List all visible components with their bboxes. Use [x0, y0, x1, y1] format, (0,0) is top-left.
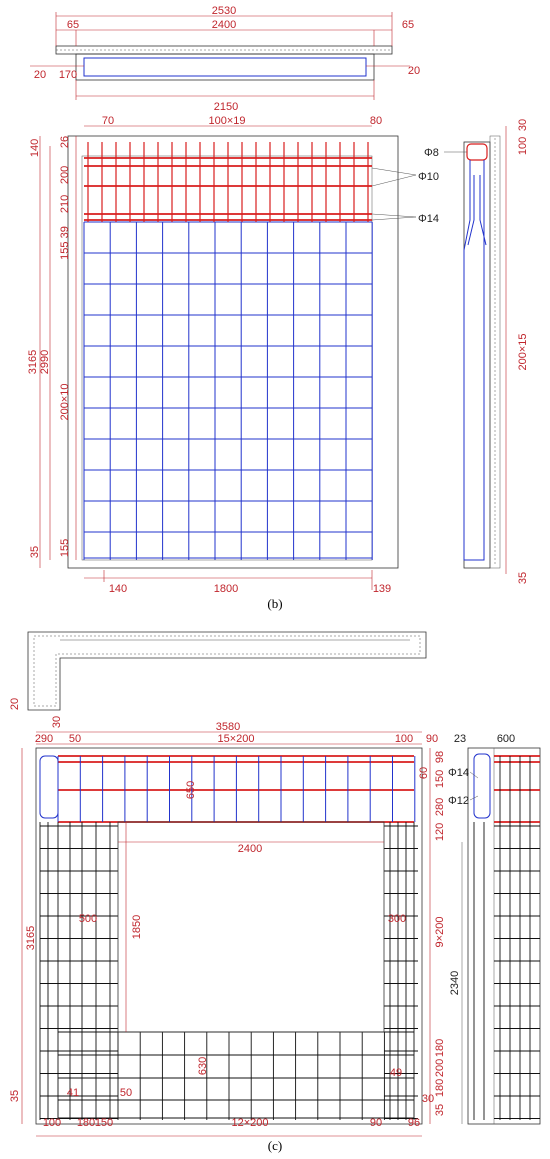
- dim-9x200: 9×200: [434, 916, 446, 948]
- dim-98: 98: [434, 750, 446, 764]
- dim-290: 290: [34, 733, 54, 745]
- dim-30-r: 30: [421, 1093, 435, 1105]
- dim-90-top: 90: [425, 733, 439, 745]
- side-stirrup-inner: [468, 175, 486, 245]
- dim-139: 139: [372, 583, 392, 595]
- dim-1800: 1800: [213, 583, 239, 595]
- front-view-c: [9, 721, 446, 1136]
- dim-grid-side: 200×15: [517, 333, 529, 371]
- front-view-b: [27, 115, 439, 595]
- dim-150: 150: [434, 769, 446, 789]
- dim-650: 650: [185, 780, 197, 800]
- label-phi10: Φ10: [418, 171, 440, 183]
- dim-35-r: 35: [434, 1103, 446, 1117]
- plan-l-hatch: [34, 636, 420, 706]
- dim-90-b: 90: [369, 1117, 383, 1129]
- dim-mid: 2400: [211, 19, 237, 31]
- leader-line: [372, 214, 416, 217]
- dim-80: 80: [369, 115, 383, 127]
- dim-spacing: 100×19: [208, 115, 246, 127]
- dim-100-top: 100: [394, 733, 414, 745]
- dim-600: 600: [496, 733, 516, 745]
- dim-96-b: 96: [407, 1117, 421, 1129]
- dim-35-side: 35: [517, 571, 529, 585]
- panel-b: [27, 5, 529, 611]
- dim-155: 155: [59, 538, 71, 558]
- dim-140-left: 140: [29, 138, 41, 158]
- dim-15x200: 15×200: [217, 733, 255, 745]
- dim-30-c: 30: [51, 715, 63, 729]
- dim-20-c: 20: [9, 697, 21, 711]
- side-outline-c: [468, 748, 540, 1124]
- caption-c: (c): [267, 1138, 283, 1153]
- dim-2400: 2400: [237, 843, 263, 855]
- caption-b: (b): [267, 596, 283, 611]
- dim-180-b: 180: [76, 1117, 96, 1129]
- dim-3165-c: 3165: [25, 925, 37, 951]
- dim-200-r: 200: [434, 1058, 446, 1078]
- leader-line: [372, 168, 416, 175]
- label-phi14-c: Φ14: [448, 767, 470, 779]
- dim-2990: 2990: [39, 349, 51, 375]
- dim-140: 140: [108, 583, 128, 595]
- dim-2340: 2340: [449, 970, 461, 996]
- plan-rebar: [84, 58, 366, 76]
- dim-3165: 3165: [27, 349, 39, 375]
- dim-500: 500: [78, 913, 98, 925]
- dim-left: 65: [66, 19, 80, 31]
- dim-pad-left: 20: [33, 69, 47, 81]
- dim-pad-right: 20: [407, 65, 421, 77]
- side-mesh-c: [474, 756, 540, 1120]
- dim-30: 30: [517, 118, 529, 132]
- dim-50: 50: [68, 733, 82, 745]
- dim-300: 300: [387, 913, 407, 925]
- dim-35: 35: [29, 545, 41, 559]
- blue-mesh: [84, 222, 372, 560]
- dim-50-bottom: 50: [119, 1087, 133, 1099]
- dim-1850: 1850: [131, 914, 143, 940]
- dim-180-r: 180: [434, 1078, 446, 1098]
- dim-150-b: 150: [94, 1117, 114, 1129]
- label-phi14: Φ14: [418, 213, 440, 225]
- mesh-c: [40, 756, 418, 1120]
- dim-210: 210: [59, 194, 71, 214]
- label-phi8: Φ8: [424, 147, 439, 159]
- dim-23: 23: [453, 733, 467, 745]
- leader-line: [372, 175, 416, 186]
- side-view-b: [424, 119, 529, 584]
- dim-pad-inner: 170: [58, 69, 78, 81]
- dim-60: 60: [418, 766, 430, 780]
- dim-630: 630: [197, 1056, 209, 1076]
- side-outline: [464, 142, 490, 568]
- panel-inner: [82, 156, 372, 560]
- side-top-ring: [467, 144, 487, 160]
- panel-c: [9, 632, 540, 1153]
- dim-49: 49: [389, 1067, 403, 1079]
- dim-200: 200: [59, 165, 71, 185]
- dim-total: 2530: [211, 5, 237, 17]
- dim-3580: 3580: [215, 721, 241, 733]
- leader-line: [372, 217, 416, 220]
- panel-outline: [68, 136, 398, 568]
- dim-bottom: 2150: [213, 101, 239, 113]
- dim-70: 70: [101, 115, 115, 127]
- side-view-c: [448, 733, 540, 1124]
- dim-41: 41: [66, 1087, 80, 1099]
- plan-view-c: [9, 632, 426, 728]
- dim-grid: 200×10: [59, 383, 71, 421]
- dim-right: 65: [401, 19, 415, 31]
- dim-120: 120: [434, 822, 446, 842]
- dim-155-39: 155 39: [59, 226, 71, 260]
- dim-12x200: 12×200: [231, 1117, 269, 1129]
- plan-view-b: [30, 5, 420, 113]
- red-rebar: [84, 142, 372, 222]
- edge-column-ring: [40, 756, 58, 818]
- dim-280: 280: [434, 797, 446, 817]
- dim-35-c: 35: [9, 1089, 21, 1103]
- dim-100: 100: [517, 136, 529, 156]
- side-ring-c: [474, 754, 490, 818]
- dim-26: 26: [59, 135, 71, 149]
- dim-100-b: 100: [42, 1117, 62, 1129]
- dim-180: 180: [434, 1038, 446, 1058]
- label-phi12-c: Φ12: [448, 795, 470, 807]
- plan-l-slab: [28, 632, 426, 710]
